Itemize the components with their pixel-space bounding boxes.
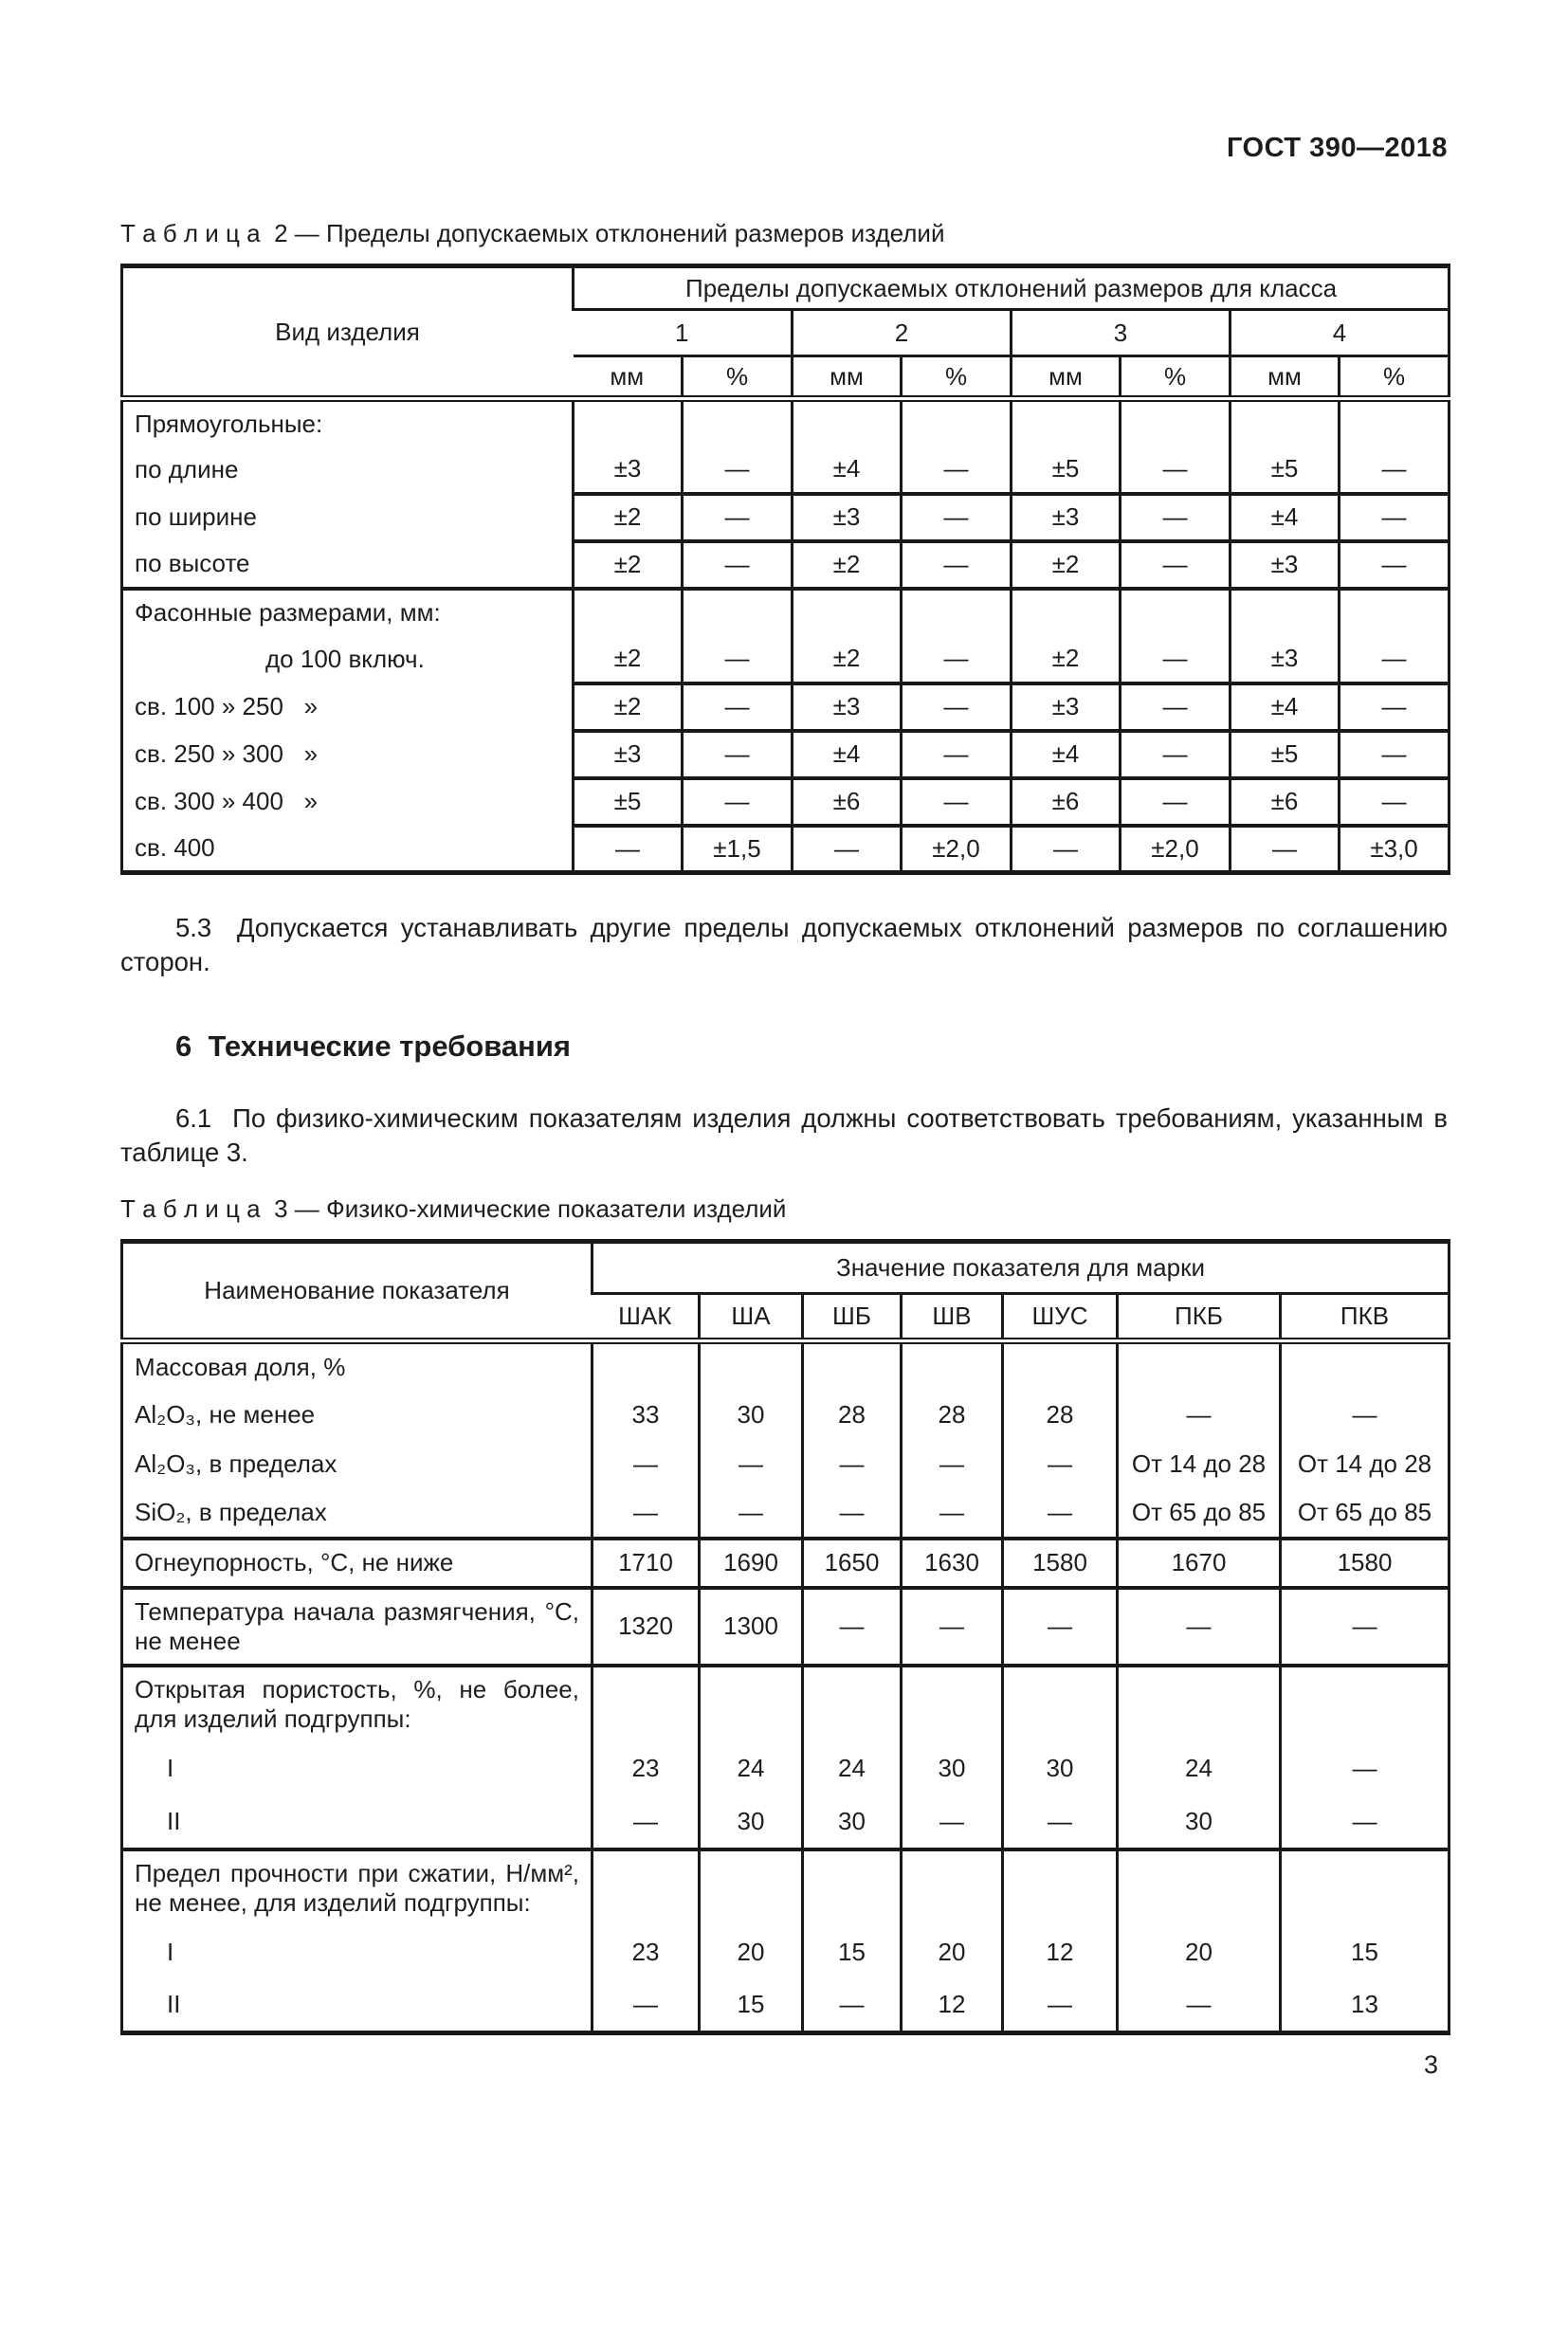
value-cell: ±5	[1231, 731, 1340, 778]
value-cell: 24	[803, 1741, 902, 1795]
value-cell: От 65 до 85	[1281, 1489, 1449, 1539]
value-cell: 1710	[593, 1539, 700, 1588]
value-cell: ±2,0	[902, 826, 1012, 873]
value-cell: ±4	[1231, 683, 1340, 731]
value-cell: —	[700, 1440, 803, 1489]
value-cell	[574, 589, 683, 636]
value-cell: 15	[1281, 1925, 1449, 1979]
value-cell: —	[902, 778, 1012, 826]
unit-header: %	[1340, 356, 1449, 399]
table2-caption: Т а б л и ц а 2 — Пределы допускаемых отклонений размеров изделий	[120, 219, 945, 247]
value-cell: 20	[902, 1925, 1003, 1979]
value-cell	[593, 1341, 700, 1391]
value-cell: 28	[1003, 1391, 1118, 1440]
table-physchem-indicators	[120, 1239, 1450, 2035]
value-cell: ±3	[1231, 541, 1340, 589]
table-row	[122, 731, 1449, 778]
value-cell	[1231, 399, 1340, 446]
table3-caption: Т а б л и ц а 3 — Физико-химические показатели изделий	[120, 1194, 787, 1224]
value-cell: 30	[1003, 1741, 1118, 1795]
value-cell: —	[1281, 1741, 1449, 1795]
value-cell: 28	[902, 1391, 1003, 1440]
value-cell: 30	[803, 1795, 902, 1849]
unit-header: %	[902, 356, 1012, 399]
table-row	[122, 636, 1449, 683]
table-row	[122, 1391, 1449, 1440]
value-cell: ±4	[1231, 494, 1340, 541]
value-cell: —	[1003, 1588, 1118, 1666]
row-label-cell: Открытая пористость, %, не более, для изделий подгруппы:	[135, 1674, 579, 1733]
value-cell: ±4	[793, 446, 902, 494]
table-header-row	[122, 266, 1449, 310]
value-cell: От 65 до 85	[1118, 1489, 1281, 1539]
value-cell: 30	[700, 1391, 803, 1440]
value-cell: ±6	[793, 778, 902, 826]
value-cell: —	[902, 1489, 1003, 1539]
doc-number: ГОСТ 390—2018	[1226, 133, 1448, 163]
row-label-cell: св. 250 » 300 »	[135, 739, 319, 768]
value-cell: —	[1003, 1979, 1118, 2033]
value-cell: —	[803, 1440, 902, 1489]
value-cell: От 14 до 28	[1281, 1440, 1449, 1489]
value-cell: ±1,5	[683, 826, 793, 873]
value-cell: —	[1281, 1795, 1449, 1849]
value-cell: —	[803, 1489, 902, 1539]
row-label-cell: св. 300 » 400 »	[135, 787, 319, 815]
value-cell: 1300	[700, 1588, 803, 1666]
value-cell: —	[1340, 636, 1449, 683]
row-label-cell: SiO₂, в пределах	[122, 1489, 593, 1539]
value-cell	[902, 1666, 1003, 1741]
row-label-cell: Фасонные размерами, мм:	[135, 598, 441, 627]
value-cell: 1630	[902, 1539, 1003, 1588]
paragraph-5-3: 5.3 Допускается устанавливать другие пределы допускаемых отклонений размеров по соглашению сторон.	[120, 913, 1448, 977]
column-header: 2	[793, 310, 1012, 356]
row-label-cell: Al₂O₃, не менее	[135, 1400, 316, 1430]
value-cell: ±4	[1012, 731, 1121, 778]
value-cell	[683, 589, 793, 636]
row-label-cell: по ширине	[135, 502, 257, 531]
value-cell	[1121, 399, 1231, 446]
value-cell: —	[1340, 778, 1449, 826]
unit-header: %	[1121, 356, 1231, 399]
value-cell: —	[902, 636, 1012, 683]
table-row	[122, 1440, 1449, 1489]
value-cell: —	[683, 494, 793, 541]
value-cell	[902, 1341, 1003, 1391]
unit-header: мм	[793, 356, 902, 399]
value-cell	[1281, 1341, 1449, 1391]
value-cell: —	[683, 683, 793, 731]
table-row	[122, 1979, 1449, 2033]
value-cell: —	[1121, 636, 1231, 683]
column-header: ШБ	[803, 1294, 902, 1341]
value-cell: ±6	[1012, 778, 1121, 826]
value-cell: 24	[700, 1741, 803, 1795]
table-row	[122, 446, 1449, 494]
page-number: 3	[1423, 2050, 1438, 2080]
value-cell: —	[902, 446, 1012, 494]
row-label-cell: II	[122, 1795, 593, 1849]
value-cell: —	[683, 636, 793, 683]
value-cell: ±5	[1012, 446, 1121, 494]
value-cell	[1118, 1849, 1281, 1925]
value-cell	[803, 1341, 902, 1391]
value-cell: 1670	[1118, 1539, 1281, 1588]
value-cell: —	[1012, 826, 1121, 873]
value-cell: —	[1121, 494, 1231, 541]
stub-header: Наименование показателя	[122, 1242, 593, 1341]
value-cell	[793, 399, 902, 446]
value-cell	[902, 589, 1012, 636]
value-cell	[593, 1849, 700, 1925]
value-cell: —	[700, 1489, 803, 1539]
value-cell: ±3	[1012, 683, 1121, 731]
value-cell: 1580	[1281, 1539, 1449, 1588]
value-cell	[1003, 1341, 1118, 1391]
value-cell: —	[1118, 1588, 1281, 1666]
table-row	[122, 1849, 1449, 1925]
value-cell: —	[1340, 731, 1449, 778]
page-content	[120, 133, 1448, 2080]
value-cell: 15	[700, 1979, 803, 2033]
value-cell: —	[803, 1588, 902, 1666]
table-row	[122, 1588, 1449, 1666]
unit-header: мм	[1231, 356, 1340, 399]
value-cell: —	[593, 1979, 700, 2033]
value-cell	[803, 1849, 902, 1925]
value-cell: —	[1121, 683, 1231, 731]
row-label-cell: Температура начала размягчения, °С, не менее	[122, 1588, 593, 1666]
section-heading-6: 6 Технические требования	[175, 1029, 572, 1063]
value-cell: 1580	[1003, 1539, 1118, 1588]
value-cell	[902, 399, 1012, 446]
value-cell: ±3	[574, 446, 683, 494]
column-header: ШВ	[902, 1294, 1003, 1341]
column-header: ША	[700, 1294, 803, 1341]
value-cell: 13	[1281, 1979, 1449, 2033]
value-cell: —	[593, 1489, 700, 1539]
value-cell	[1281, 1666, 1449, 1741]
unit-header: мм	[574, 356, 683, 399]
table-row	[122, 1925, 1449, 1979]
table-row	[122, 1489, 1449, 1539]
value-cell: ±2	[1012, 541, 1121, 589]
value-cell	[700, 1341, 803, 1391]
value-cell: 30	[1118, 1795, 1281, 1849]
column-header: ПКБ	[1118, 1294, 1281, 1341]
value-cell: —	[1231, 826, 1340, 873]
value-cell: 12	[1003, 1925, 1118, 1979]
value-cell	[1121, 589, 1231, 636]
table-header-row	[122, 1242, 1449, 1294]
value-cell: ±2,0	[1121, 826, 1231, 873]
table-row	[122, 494, 1449, 541]
value-cell: —	[593, 1440, 700, 1489]
table-row	[122, 1741, 1449, 1795]
value-cell: 24	[1118, 1741, 1281, 1795]
row-label-cell: по высоте	[122, 541, 574, 589]
value-cell: —	[683, 541, 793, 589]
value-cell: —	[683, 446, 793, 494]
value-cell: —	[793, 826, 902, 873]
column-header: 1	[574, 310, 793, 356]
row-label-cell: Прямоугольные:	[135, 409, 323, 438]
value-cell: ±2	[574, 636, 683, 683]
value-cell: ±4	[793, 731, 902, 778]
value-cell: —	[1121, 731, 1231, 778]
value-cell	[1118, 1666, 1281, 1741]
span-header: Значение показателя для марки	[593, 1242, 1449, 1294]
value-cell: —	[1121, 446, 1231, 494]
unit-header: %	[683, 356, 793, 399]
value-cell	[593, 1666, 700, 1741]
column-header: ШАК	[593, 1294, 700, 1341]
table-row	[122, 589, 1449, 636]
value-cell: —	[593, 1795, 700, 1849]
value-cell: ±3	[1231, 636, 1340, 683]
value-cell	[700, 1666, 803, 1741]
value-cell: ±2	[793, 636, 902, 683]
value-cell: 1650	[803, 1539, 902, 1588]
value-cell: —	[902, 541, 1012, 589]
column-header: ПКВ	[1281, 1294, 1449, 1341]
row-label-cell: Огнеупорность, °С, не ниже	[122, 1539, 593, 1588]
value-cell: 28	[803, 1391, 902, 1440]
table-row	[122, 399, 1449, 446]
table-row	[122, 826, 1449, 873]
value-cell: ±5	[1231, 446, 1340, 494]
value-cell: —	[803, 1979, 902, 2033]
value-cell	[803, 1666, 902, 1741]
row-label-cell: I	[167, 1753, 174, 1782]
value-cell: ±6	[1231, 778, 1340, 826]
value-cell: —	[1003, 1489, 1118, 1539]
value-cell: —	[902, 1440, 1003, 1489]
value-cell: —	[1121, 778, 1231, 826]
value-cell: 30	[700, 1795, 803, 1849]
unit-header: мм	[1012, 356, 1121, 399]
value-cell: —	[1003, 1795, 1118, 1849]
value-cell: —	[1281, 1391, 1449, 1440]
value-cell	[1231, 589, 1340, 636]
row-label-cell: Al₂O₃, в пределах	[135, 1449, 337, 1479]
value-cell: —	[1340, 541, 1449, 589]
value-cell	[574, 399, 683, 446]
value-cell: —	[902, 1588, 1003, 1666]
value-cell	[902, 1849, 1003, 1925]
value-cell: —	[902, 494, 1012, 541]
row-label-cell: по длине	[135, 455, 239, 483]
table-row	[122, 1795, 1449, 1849]
value-cell: 30	[902, 1741, 1003, 1795]
value-cell: От 14 до 28	[1118, 1440, 1281, 1489]
row-label-cell: св. 100 » 250 »	[135, 692, 319, 720]
value-cell: ±5	[574, 778, 683, 826]
value-cell: —	[1340, 446, 1449, 494]
value-cell	[793, 589, 902, 636]
table-row	[122, 1539, 1449, 1588]
value-cell: ±3	[793, 494, 902, 541]
value-cell: 23	[593, 1741, 700, 1795]
row-label-cell: II	[167, 1990, 181, 2019]
value-cell	[1003, 1666, 1118, 1741]
value-cell: —	[574, 826, 683, 873]
paragraph-6-1: 6.1 По физико-химическим показателям изделия должны соответствовать требованиям, указанным в таблице 3.	[120, 1102, 1448, 1167]
row-label-cell: св. 400	[135, 832, 215, 862]
table-row	[122, 778, 1449, 826]
value-cell: 20	[1118, 1925, 1281, 1979]
value-cell: ±3	[1012, 494, 1121, 541]
value-cell: —	[683, 778, 793, 826]
value-cell: —	[902, 683, 1012, 731]
row-label-cell: до 100 включ.	[265, 645, 425, 673]
value-cell: ±3,0	[1340, 826, 1449, 873]
value-cell: 12	[902, 1979, 1003, 2033]
value-cell	[1003, 1849, 1118, 1925]
value-cell: 15	[803, 1925, 902, 1979]
value-cell: ±2	[574, 683, 683, 731]
value-cell	[1012, 399, 1121, 446]
value-cell: —	[1340, 683, 1449, 731]
column-header: 4	[1231, 310, 1449, 356]
value-cell: ±2	[574, 494, 683, 541]
value-cell: ±3	[793, 683, 902, 731]
value-cell: 1690	[700, 1539, 803, 1588]
value-cell: 20	[700, 1925, 803, 1979]
value-cell	[700, 1849, 803, 1925]
table-row	[122, 541, 1449, 589]
value-cell: —	[1118, 1391, 1281, 1440]
value-cell: ±2	[793, 541, 902, 589]
value-cell	[1118, 1341, 1281, 1391]
value-cell: —	[683, 731, 793, 778]
table-row	[122, 1341, 1449, 1391]
row-label-cell: Предел прочности при сжатии, Н/мм², не менее, для изделий подгруппы:	[135, 1858, 579, 1917]
row-label-cell: I	[167, 1937, 174, 1966]
table-deviation-limits	[120, 264, 1450, 875]
value-cell: —	[1121, 541, 1231, 589]
row-label-cell: Массовая доля, %	[135, 1352, 346, 1381]
span-header: Пределы допускаемых отклонений размеров для класса	[574, 266, 1449, 310]
table-row	[122, 1666, 1449, 1741]
value-cell	[1281, 1849, 1449, 1925]
value-cell	[1340, 589, 1449, 636]
value-cell: —	[1281, 1588, 1449, 1666]
value-cell	[1012, 589, 1121, 636]
value-cell: ±2	[1012, 636, 1121, 683]
value-cell: —	[1003, 1440, 1118, 1489]
value-cell: 33	[593, 1391, 700, 1440]
value-cell	[1340, 399, 1449, 446]
value-cell: ±3	[574, 731, 683, 778]
table-row	[122, 683, 1449, 731]
value-cell: —	[1340, 494, 1449, 541]
value-cell: —	[902, 731, 1012, 778]
stub-header: Вид изделия	[122, 266, 574, 399]
value-cell: —	[1118, 1979, 1281, 2033]
value-cell: —	[902, 1795, 1003, 1849]
value-cell: 23	[593, 1925, 700, 1979]
value-cell	[683, 399, 793, 446]
column-header: 3	[1012, 310, 1231, 356]
value-cell: 1320	[593, 1588, 700, 1666]
value-cell: ±2	[574, 541, 683, 589]
column-header: ШУС	[1003, 1294, 1118, 1341]
